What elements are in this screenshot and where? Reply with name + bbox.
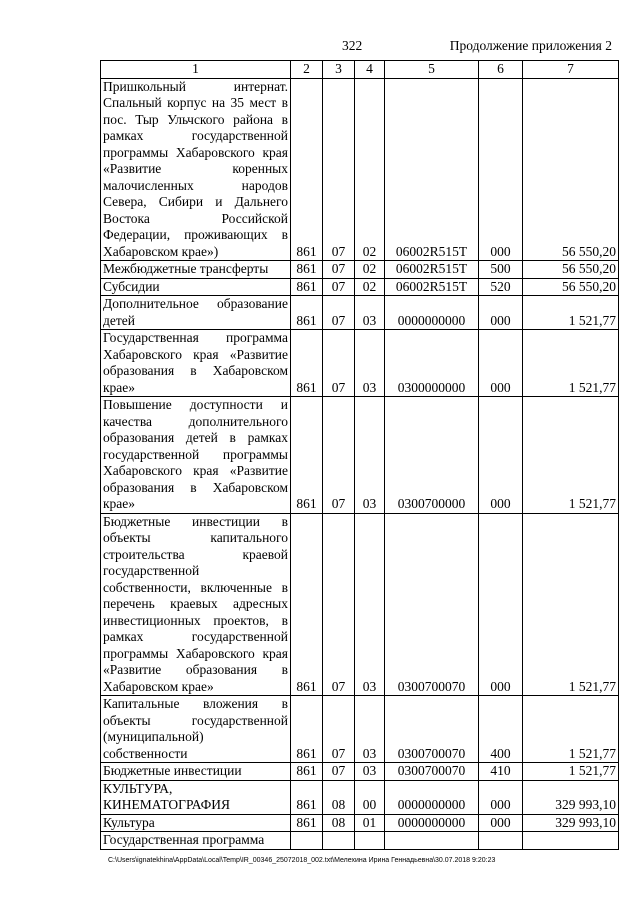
- row-code-admin: 861: [291, 763, 323, 781]
- table-row: [101, 261, 619, 279]
- row-name: Капитальные вложения в объекты государственной (муниципальной) собственности: [101, 696, 291, 763]
- row-code-subsection: 03: [355, 696, 385, 763]
- row-code-target: 0000000000: [385, 296, 479, 330]
- row-code-target: 06002R515T: [385, 78, 479, 261]
- table-row: [101, 814, 619, 832]
- row-code-admin: 861: [291, 696, 323, 763]
- budget-table: [100, 60, 619, 850]
- column-number: 7: [523, 61, 619, 79]
- row-amount: 56 550,20: [523, 278, 619, 296]
- page-number: 322: [342, 38, 363, 53]
- row-code-admin: 861: [291, 397, 323, 514]
- table-row: [101, 397, 619, 514]
- row-code-subsection: 02: [355, 261, 385, 279]
- row-code-subsection: 01: [355, 814, 385, 832]
- row-name: Дополнительное образование детей: [101, 296, 291, 330]
- row-code-expense: 000: [479, 814, 523, 832]
- row-code-admin: 861: [291, 513, 323, 696]
- row-name: Культура: [101, 814, 291, 832]
- table-row: [101, 696, 619, 763]
- row-code-expense: 000: [479, 397, 523, 514]
- row-code-section: 07: [323, 261, 355, 279]
- table-row: [101, 330, 619, 397]
- row-code-subsection: 00: [355, 780, 385, 814]
- row-code-section: 08: [323, 780, 355, 814]
- row-code-target: 0300000000: [385, 330, 479, 397]
- column-number: 6: [479, 61, 523, 79]
- row-code-target: 0300700070: [385, 513, 479, 696]
- page-header: [0, 38, 640, 56]
- row-code-target: 0300700070: [385, 696, 479, 763]
- row-amount: [523, 832, 619, 850]
- column-number: 5: [385, 61, 479, 79]
- row-code-section: 07: [323, 763, 355, 781]
- column-number: 3: [323, 61, 355, 79]
- continuation-label: Продолжение приложения 2: [449, 38, 612, 53]
- row-code-subsection: 03: [355, 763, 385, 781]
- table-row: [101, 780, 619, 814]
- row-amount: 1 521,77: [523, 513, 619, 696]
- row-amount: 1 521,77: [523, 397, 619, 514]
- row-code-target: 0000000000: [385, 780, 479, 814]
- column-number: 1: [101, 61, 291, 79]
- row-code-expense: 000: [479, 780, 523, 814]
- row-amount: 329 993,10: [523, 814, 619, 832]
- row-code-section: 07: [323, 696, 355, 763]
- row-name: Субсидии: [101, 278, 291, 296]
- row-name: КУЛЬТУРА, КИНЕМАТОГРАФИЯ: [101, 780, 291, 814]
- row-amount: 56 550,20: [523, 78, 619, 261]
- row-code-admin: 861: [291, 330, 323, 397]
- row-code-target: [385, 832, 479, 850]
- row-code-subsection: 03: [355, 513, 385, 696]
- row-code-expense: 000: [479, 296, 523, 330]
- row-code-admin: 861: [291, 78, 323, 261]
- row-code-section: 07: [323, 397, 355, 514]
- row-code-expense: 410: [479, 763, 523, 781]
- column-number: 4: [355, 61, 385, 79]
- row-code-target: 0300700070: [385, 763, 479, 781]
- row-name: Пришкольный интернат. Спальный корпус на 35 мест в пос. Тыр Ульчского района в рамках государственной программы Хабаровского края «Развитие коренных малочисленных народов Севера, Сибири и Дальнего Востока Российской Федерации, проживающих в Хабаровском крае»): [101, 78, 291, 261]
- row-code-target: 0000000000: [385, 814, 479, 832]
- row-code-admin: 861: [291, 278, 323, 296]
- row-code-expense: 000: [479, 513, 523, 696]
- column-numbers-row: [101, 61, 619, 79]
- row-amount: 1 521,77: [523, 696, 619, 763]
- row-code-target: 06002R515T: [385, 261, 479, 279]
- table-row: [101, 278, 619, 296]
- row-name: Бюджетные инвестиции в объекты капитального строительства краевой государственной собственности, включенные в перечень краевых адресных инвестиционных проектов, в рамках государственной программы Хабаровского края «Развитие образования в Хабаровском крае»: [101, 513, 291, 696]
- table-row: [101, 296, 619, 330]
- row-code-admin: 861: [291, 296, 323, 330]
- row-code-expense: 400: [479, 696, 523, 763]
- row-code-subsection: [355, 832, 385, 850]
- row-amount: 329 993,10: [523, 780, 619, 814]
- row-amount: 1 521,77: [523, 296, 619, 330]
- row-code-admin: 861: [291, 780, 323, 814]
- row-code-section: 07: [323, 330, 355, 397]
- table-row: [101, 763, 619, 781]
- row-code-admin: [291, 832, 323, 850]
- row-code-subsection: 02: [355, 278, 385, 296]
- row-amount: 1 521,77: [523, 763, 619, 781]
- row-code-subsection: 02: [355, 78, 385, 261]
- row-code-subsection: 03: [355, 397, 385, 514]
- row-code-admin: 861: [291, 814, 323, 832]
- row-code-admin: 861: [291, 261, 323, 279]
- row-name: Государственная программа Хабаровского края «Развитие образования в Хабаровском крае»: [101, 330, 291, 397]
- row-code-section: 07: [323, 296, 355, 330]
- table-row: [101, 78, 619, 261]
- row-code-section: 07: [323, 278, 355, 296]
- row-code-section: [323, 832, 355, 850]
- footer-path: C:\Users\ignatekhina\AppData\Local\Temp\IR_00346_25072018_002.txt\Мелехина Ирина Геннадьевна\30.07.2018 9:20:23: [108, 857, 496, 864]
- row-code-subsection: 03: [355, 330, 385, 397]
- column-number: 2: [291, 61, 323, 79]
- row-code-section: 08: [323, 814, 355, 832]
- row-name: Государственная программа: [101, 832, 291, 850]
- row-code-expense: 520: [479, 278, 523, 296]
- row-code-target: 06002R515T: [385, 278, 479, 296]
- row-code-expense: 500: [479, 261, 523, 279]
- table-row: [101, 832, 619, 850]
- row-amount: 1 521,77: [523, 330, 619, 397]
- table-row: [101, 513, 619, 696]
- row-code-expense: [479, 832, 523, 850]
- row-code-expense: 000: [479, 78, 523, 261]
- row-name: Межбюджетные трансферты: [101, 261, 291, 279]
- row-name: Повышение доступности и качества дополнительного образования детей в рамках государственной программы Хабаровского края «Развитие образования в Хабаровском крае»: [101, 397, 291, 514]
- row-code-section: 07: [323, 78, 355, 261]
- row-amount: 56 550,20: [523, 261, 619, 279]
- row-code-target: 0300700000: [385, 397, 479, 514]
- row-code-expense: 000: [479, 330, 523, 397]
- row-code-section: 07: [323, 513, 355, 696]
- row-name: Бюджетные инвестиции: [101, 763, 291, 781]
- row-code-subsection: 03: [355, 296, 385, 330]
